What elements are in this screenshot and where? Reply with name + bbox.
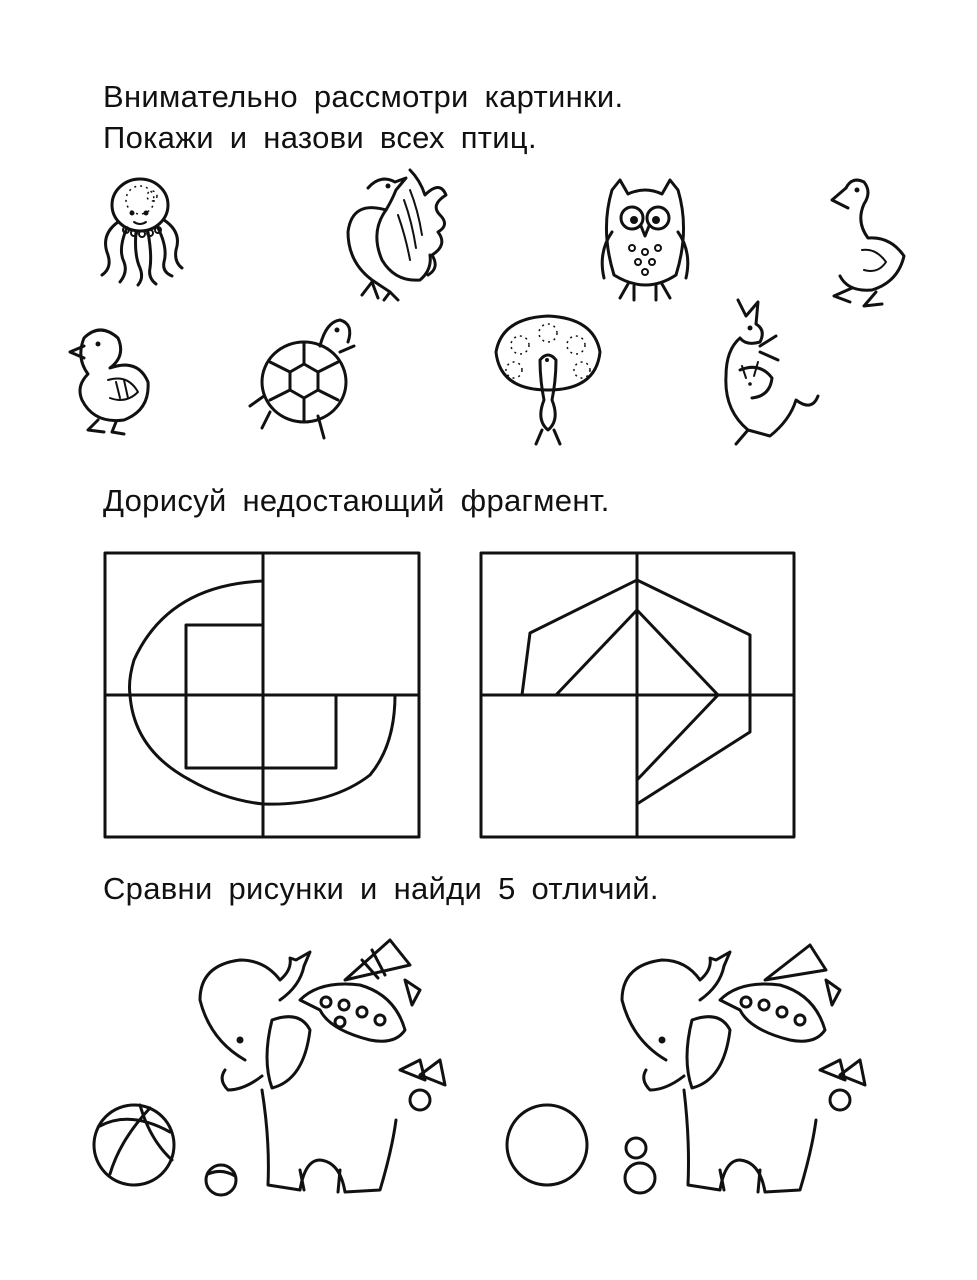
turtle-icon: [250, 320, 354, 438]
peacock-icon: [496, 316, 600, 444]
duckling-icon: [70, 330, 148, 434]
task-1-line-1: Внимательно рассмотри картинки.: [103, 79, 624, 114]
task-1-line-2: Покажи и назови всех птиц.: [103, 120, 537, 155]
hexagon-triangle-puzzle: [481, 553, 794, 837]
circle-square-puzzle: [105, 553, 419, 837]
elephant-left: [94, 940, 445, 1195]
owl-icon: [602, 180, 688, 300]
elephant-right: [507, 945, 865, 1193]
pigeon-icon: [348, 170, 446, 300]
kangaroo-icon: [726, 300, 818, 444]
goose-icon: [832, 180, 904, 306]
octopus-icon: [102, 179, 182, 285]
task-3-line-1: Сравни рисунки и найди 5 отличий.: [103, 871, 659, 906]
task-2-line-1: Дорисуй недостающий фрагмент.: [103, 483, 610, 518]
